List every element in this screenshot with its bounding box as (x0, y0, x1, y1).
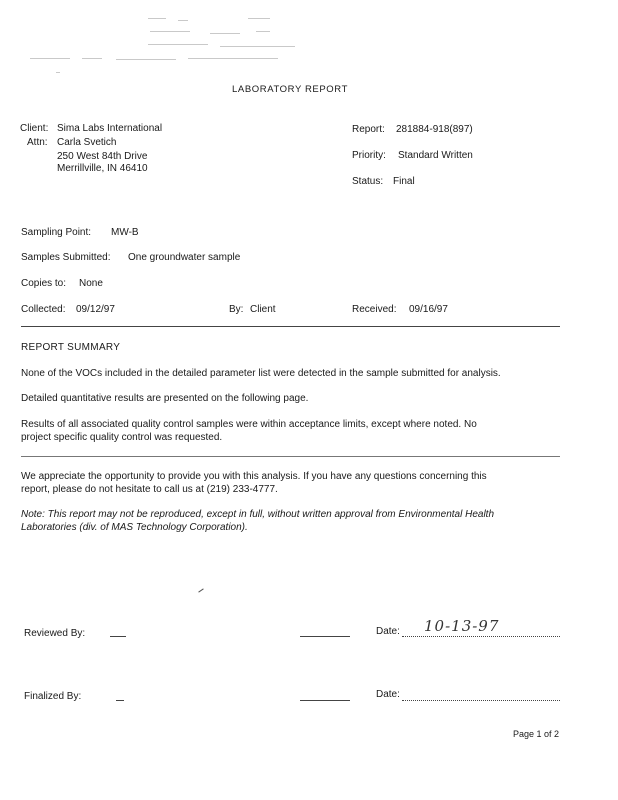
closing-line-1: We appreciate the opportunity to provide you with this analysis. If you have any questions concerning this (21, 471, 487, 482)
by-value: Client (250, 304, 276, 315)
received-label: Received: (352, 304, 397, 315)
summary-heading: REPORT SUMMARY (21, 342, 121, 353)
client-name: Sima Labs International (57, 123, 163, 134)
date-label-finalized: Date: (376, 689, 400, 700)
collected-label: Collected: (21, 304, 66, 315)
sampling-point-value: MW-B (111, 227, 139, 238)
by-label: By: (229, 304, 244, 315)
date-line-reviewed (402, 636, 560, 637)
divider-1 (21, 326, 560, 327)
sampling-point-label: Sampling Point: (21, 227, 92, 238)
handwritten-date: 10-13-97 (424, 617, 500, 635)
divider-2 (21, 456, 560, 457)
samples-submitted-label: Samples Submitted: (21, 252, 111, 263)
reviewed-by-line-left (110, 636, 126, 637)
stray-mark (198, 588, 203, 592)
copies-to-value: None (79, 278, 103, 289)
date-label-reviewed: Date: (376, 626, 400, 637)
summary-paragraph-2: Detailed quantitative results are presented on the following page. (21, 393, 309, 404)
reviewed-by-line-right (300, 636, 350, 637)
page-number: Page 1 of 2 (513, 729, 560, 739)
summary-paragraph-3-line-1: Results of all associated quality control samples were within acceptance limits, except where noted. No (21, 419, 477, 430)
address-line-1: 250 West 84th Drive (57, 151, 148, 162)
finalized-by-line-left (116, 700, 124, 701)
attn-label: Attn: (27, 137, 48, 148)
report-number: 281884-918(897) (396, 124, 473, 135)
priority-value: Standard Written (398, 150, 473, 161)
summary-paragraph-1: None of the VOCs included in the detailed parameter list were detected in the sample submitted for analysis. (21, 368, 501, 379)
date-line-finalized (402, 700, 560, 701)
attn-name: Carla Svetich (57, 137, 117, 148)
reviewed-by-label: Reviewed By: (24, 628, 86, 639)
address-line-2: Merrillville, IN 46410 (57, 163, 148, 174)
collected-date: 09/12/97 (76, 304, 115, 315)
finalized-by-line-right (300, 700, 350, 701)
note-line-2: Laboratories (div. of MAS Technology Corporation). (21, 522, 248, 533)
closing-line-2: report, please do not hesitate to call us at (219) 233-4777. (21, 484, 278, 495)
status-label: Status: (352, 176, 384, 187)
summary-paragraph-3-line-2: project specific quality control was requested. (21, 432, 223, 443)
status-value: Final (393, 176, 415, 187)
client-label: Client: (20, 123, 49, 134)
report-label: Report: (352, 124, 385, 135)
samples-submitted-value: One groundwater sample (128, 252, 241, 263)
note-line-1: Note: This report may not be reproduced, except in full, without written approval from Environmental Health (21, 509, 495, 520)
finalized-by-label: Finalized By: (24, 691, 82, 702)
received-date: 09/16/97 (409, 304, 448, 315)
priority-label: Priority: (352, 150, 386, 161)
copies-to-label: Copies to: (21, 278, 67, 289)
page-title: LABORATORY REPORT (232, 84, 348, 95)
